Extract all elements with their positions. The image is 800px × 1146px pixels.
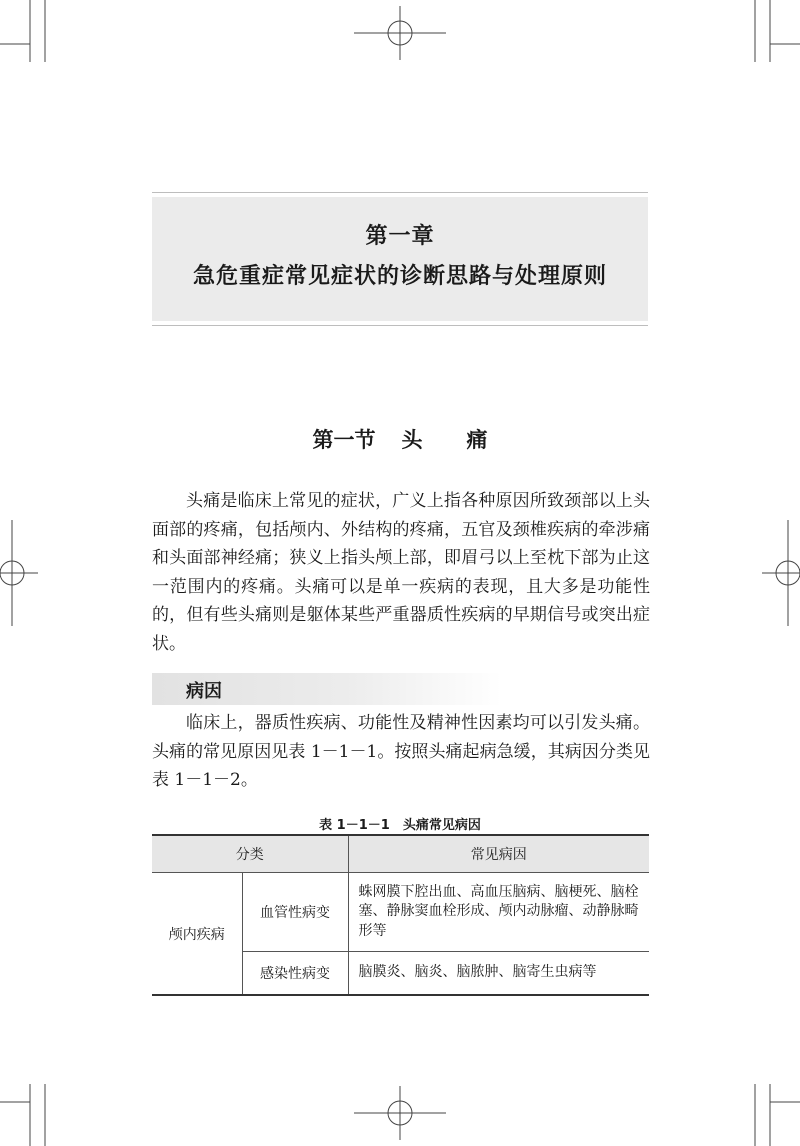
table-header-row bbox=[152, 835, 649, 873]
table-row bbox=[152, 873, 649, 952]
etiology-table-wrapper bbox=[152, 834, 649, 996]
subheading-band bbox=[152, 673, 502, 705]
etiology-paragraph: 临床上，器质性疾病、功能性及精神性因素均可以引发头痛。头痛的常见原因见表 1－1－1。按照头痛起病急缓，其病因分类见表 1－1－2。 bbox=[152, 713, 650, 791]
subheading-etiology: 病因 bbox=[186, 681, 222, 702]
section-number: 第一节 bbox=[312, 428, 376, 452]
etiology-table bbox=[152, 834, 649, 996]
section-title-part2: 痛 bbox=[466, 428, 488, 452]
chapter-header bbox=[152, 192, 648, 326]
subcategory-cell: 感染性病变 bbox=[242, 952, 348, 996]
causes-cell: 脑膜炎、脑炎、脑脓肿、脑寄生虫病等 bbox=[348, 952, 649, 996]
subcategory-cell: 血管性病变 bbox=[242, 873, 348, 952]
header-category: 分类 bbox=[152, 835, 348, 873]
chapter-title: 急危重症常见症状的诊断思路与处理原则 bbox=[192, 264, 607, 289]
table-caption: 表 1－1－1 头痛常见病因 bbox=[319, 818, 481, 833]
intro-paragraph: 头痛是临床上常见的症状，广义上指各种原因所致颈部以上头面部的疼痛，包括颅内、外结构的疼痛，五官及颈椎疾病的牵涉痛和头面部神经痛；狭义上指头颅上部，即眉弓以上至枕下部为止这一范围内的疼痛。头痛可以是单一疾病的表现，且大多是功能性的，但有些头痛则是躯体某些严重器质性疾病的早期信号或突出症状。 bbox=[152, 491, 650, 654]
chapter-number: 第一章 bbox=[365, 224, 435, 249]
causes-cell: 蛛网膜下腔出血、高血压脑病、脑梗死、脑栓塞、静脉窦血栓形成、颅内动脉瘤、动静脉畸形等 bbox=[348, 873, 649, 952]
section-heading bbox=[0, 424, 800, 454]
header-causes: 常见病因 bbox=[348, 835, 649, 873]
section-title-part1: 头 bbox=[401, 428, 423, 452]
group-intracranial: 颅内疾病 bbox=[152, 873, 242, 996]
